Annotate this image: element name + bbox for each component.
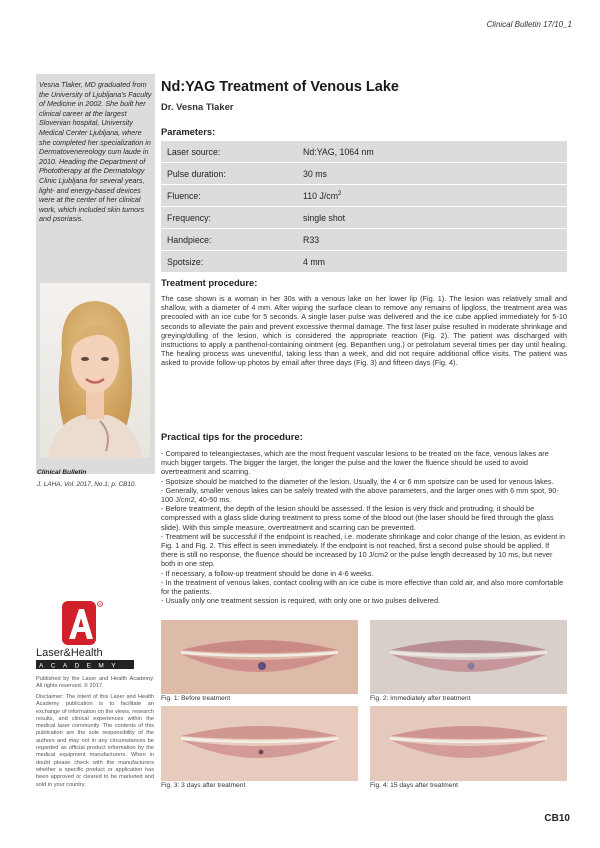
page-number: CB10: [544, 813, 570, 824]
param-label: Fluence:: [167, 190, 201, 201]
figure-2-photo: [370, 620, 567, 694]
treatment-procedure-heading: Treatment procedure:: [161, 277, 258, 288]
tip-item: - Spotsize should be matched to the diameter of the lesion. Usually, the 4 or 6 mm spotsize can be used for venous lakes.: [161, 476, 554, 486]
figure-3-caption: Fig. 3: 3 days after treatment: [161, 782, 246, 789]
published-notice: Published by the Laser and Health Academy. All rights reserved. © 2017.: [36, 676, 154, 690]
parameters-table: [161, 141, 567, 273]
practical-tips-heading: Practical tips for the procedure:: [161, 431, 303, 442]
author-bio: Vesna Tlaker, MD graduated from the University of Ljubljana's Faculty of Medicine in 2002. She built her clinical career at the largest Slovenian hospital, University Medical Center Ljubljana, where she completed her specialization in Dermatovenereology cum laude in 2010. Heading the Department of Phototherapy at the Dermatology Clinic Ljubljana for several years, light- and energy-based devices were at the center of her clinical work, which included skin tumors and psoriasis.: [39, 80, 152, 224]
param-label: Pulse duration:: [167, 168, 226, 179]
figure-4-caption: Fig. 4: 15 days after treatment: [370, 782, 458, 789]
logo-subtext: ACADEMY: [39, 662, 123, 670]
figure-3-photo: [161, 706, 358, 781]
param-value: 30 ms: [303, 168, 327, 179]
fluence-unit-exponent: 2: [338, 190, 342, 197]
tip-item: - Usually only one treatment session is required, with only one or two pulses delivered.: [161, 596, 441, 606]
journal-reference: J. LAHA, Vol. 2017, No.1; p. CB10.: [37, 481, 137, 488]
parameters-heading: Parameters:: [161, 126, 216, 137]
param-label: Laser source:: [167, 146, 221, 157]
param-row-pulse-duration: [161, 163, 567, 185]
param-row-handpiece: [161, 229, 567, 251]
logo-text: Laser&Health: [36, 647, 103, 659]
laser-health-academy-logo: [36, 601, 136, 671]
author-portrait: [40, 283, 150, 458]
param-value: 4 mm: [303, 256, 325, 267]
param-label: Handpiece:: [167, 234, 212, 245]
clinical-bulletin-title: Clinical Bulletin: [37, 469, 87, 476]
figure-1-caption: Fig. 1: Before treatment: [161, 695, 231, 702]
param-label: Frequency:: [167, 212, 212, 223]
disclaimer: Disclaimer: The intent of this Laser and Health Academy publication is to facilitate an exchange of information on the views, research results, and clinical experiences within the medical laser community. The contents of this publication are the sole responsibility of the authors and may not in any circumstances be regarded as official product information by the medical equipment manufacturers. When in doubt please check with the manufacturers whether a specific product or application has been approved or cleared to be marketed and sold in your country.: [36, 694, 154, 788]
param-value: Nd:YAG, 1064 nm: [303, 146, 374, 157]
tip-item: - Generally, smaller venous lakes can be safely treated with the above parameters, and the larger ones with 6 mm spot, 90-100 J/cm2, 40-50 ms.: [161, 485, 559, 505]
svg-text:R: R: [99, 602, 102, 607]
param-row-spotsize: [161, 251, 567, 273]
tip-item: - Treatment will be successful if the endpoint is reached, i.e. moderate shrinkage and color change of the lesion, as evident in Fig. 1 and Fig. 2. This effect is seen immediately. If the endpoint is not reached, first a second pulse should be applied. If there is still no response, the fluence should be increased by 10 J/cm2 or the pulse length decreased by 10 ms, but never both in one step.: [161, 531, 565, 569]
header-label: Clinical Bulletin 17/10_1: [486, 20, 572, 29]
tip-item: - Compared to teleangiectases, which are the most frequent vascular lesions to be treated on the face, venous lakes are much bigger targets. The bigger the target, the longer the pulse and the lower the fluence should be used to avoid overtreatment and scarring.: [161, 449, 549, 477]
param-row-laser-source: [161, 141, 567, 163]
figure-2-caption: Fig. 2: Immediately after treatment: [370, 695, 471, 702]
figure-4-photo: [370, 706, 567, 781]
param-value: [303, 191, 567, 201]
figure-1-photo: [161, 620, 358, 694]
tip-item: - Before treatment, the depth of the lesion should be assessed. If the lesion is very thick and protruding, it should be compressed with a glass slide during treatment to press some of the blood out (the laser should be fired through the glass slide). With this simple measure, overtreatment and scarring can be prevented.: [161, 504, 554, 532]
treatment-procedure-text: The case shown is a woman in her 30s with a venous lake on her lower lip (Fig. 1). The lesion was relatively small and shallow, with a diameter of 4 mm. After wiping the surface clean to remove any remains of lipgloss, the treatment area was precooled with an ice cube for 5 seconds. A single laser pulse was delivered and the ice cube applied immediately for 5-10 seconds to alleviate the pain and prevent excessive thermal damage. The first laser pulse resulted in moderate shrinkage and greying/dulling of the lesion, which is considered the appropriate reaction (Fig. 2). The patient was discharged with instructions to apply a panthenol-containing ointment (eg. Bepanthen ung.) or petrolatum several times per day until healing. The healing process was uneventful, taking less than a week, and did not require additional office visits. The patient was asked to provide follow-up photos by email after three days (Fig. 3) and fifteen days (Fig. 4).: [161, 294, 567, 368]
param-row-frequency: [161, 207, 567, 229]
param-row-fluence: [161, 185, 567, 207]
param-label: Spotsize:: [167, 256, 204, 267]
article-author: Dr. Vesna Tlaker: [161, 101, 234, 112]
tip-item: - In the treatment of venous lakes, contact cooling with an ice cube is more effective than cold air, and also more comfortable for the patients.: [161, 577, 564, 597]
tip-item: - If necessary, a follow-up treatment should be done in 4-6 weeks.: [161, 568, 374, 578]
fluence-value: 110 J/cm: [303, 190, 339, 201]
article-title: Nd:YAG Treatment of Venous Lake: [161, 79, 399, 95]
param-value: R33: [303, 234, 320, 245]
param-value: single shot: [303, 212, 346, 223]
practical-tips-list: [161, 449, 567, 605]
